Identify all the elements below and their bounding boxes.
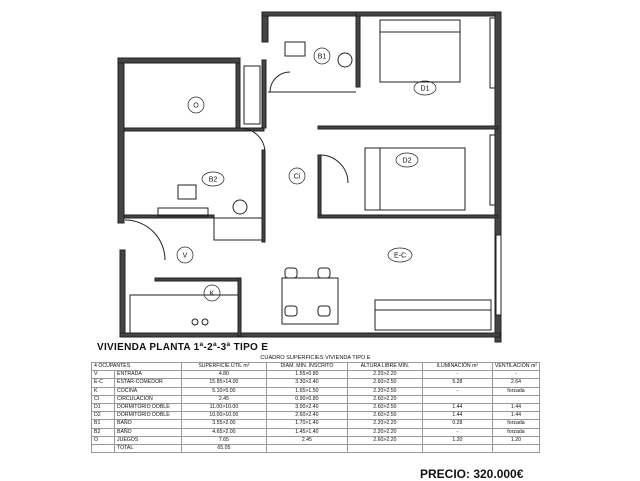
- cell-height: 2.20>2.20: [347, 420, 422, 428]
- cell-vent: -: [492, 371, 539, 379]
- cell-code: V: [92, 371, 115, 379]
- page-title: VIVIENDA PLANTA 1ª-2ª-3ª TIPO E: [97, 342, 269, 353]
- table-row: [92, 387, 540, 395]
- cell-area: 65.05: [181, 445, 266, 453]
- cell-light: -: [422, 428, 492, 436]
- cell-vent: 1.44: [492, 412, 539, 420]
- cell-diam: 1.65>1.50: [266, 387, 347, 395]
- header-diam: DIAM. MIN. INSCRITO: [266, 363, 347, 371]
- cell-diam: 1.70>1.40: [266, 420, 347, 428]
- cell-area: 5.10>5.00: [181, 387, 266, 395]
- cell-diam: 3.00>2.40: [266, 404, 347, 412]
- cell-vent: [492, 445, 539, 453]
- cell-vent: forzada: [492, 428, 539, 436]
- header-light: ILUMINACIÓN m²: [422, 363, 492, 371]
- cell-area: 2.45: [181, 395, 266, 403]
- table-row: [92, 428, 540, 436]
- cell-code: D2: [92, 412, 115, 420]
- cell-light: 0.28: [422, 420, 492, 428]
- cell-code: O: [92, 436, 115, 444]
- surface-table: [91, 362, 540, 453]
- cell-height: 2.60>2.20: [347, 395, 422, 403]
- cell-diam: 1.55>0.80: [266, 371, 347, 379]
- cell-vent: 1.20: [492, 436, 539, 444]
- room-label-v: V: [182, 252, 188, 260]
- table-row: [92, 404, 540, 412]
- cell-code: [92, 445, 115, 453]
- cell-light: 5.28: [422, 379, 492, 387]
- cell-code: E-C: [92, 379, 115, 387]
- cell-height: 2.20>2.20: [347, 371, 422, 379]
- cell-height: 2.60>2.50: [347, 412, 422, 420]
- cell-diam: 2.60>2.40: [266, 412, 347, 420]
- room-label-b1: B1: [317, 53, 327, 61]
- cell-diam: 3.30>2.40: [266, 379, 347, 387]
- cell-code: K: [92, 387, 115, 395]
- cell-code: B1: [92, 420, 115, 428]
- cell-name: DORMITORIO DOBLE: [115, 404, 182, 412]
- cell-vent: forzada: [492, 387, 539, 395]
- cell-name: JUEGOS: [115, 436, 182, 444]
- cell-light: 1.20: [422, 436, 492, 444]
- cell-height: [347, 445, 422, 453]
- price-label: PRECIO: 320.000€: [420, 467, 524, 481]
- cell-area: 15.85>14.00: [181, 379, 266, 387]
- cell-vent: 2.64: [492, 379, 539, 387]
- header-occupants: 4 OCUPANTES: [92, 363, 182, 371]
- table-row: [92, 412, 540, 420]
- cell-name: DORMITORIO DOBLE: [115, 412, 182, 420]
- cell-area: 4.80: [181, 371, 266, 379]
- table-row: [92, 395, 540, 403]
- cell-area: 11.00>10.00: [181, 404, 266, 412]
- table-row-total: [92, 445, 540, 453]
- cell-light: 1.44: [422, 412, 492, 420]
- cell-light: 1.44: [422, 404, 492, 412]
- cell-diam: 0.90>0.80: [266, 395, 347, 403]
- cell-height: 2.60>2.50: [347, 404, 422, 412]
- cell-height: 2.20>2.20: [347, 428, 422, 436]
- table-row: [92, 436, 540, 444]
- cell-name: ESTAR-COMEDOR: [115, 379, 182, 387]
- room-label-d2: D2: [402, 157, 412, 165]
- room-label-ci: Ci: [293, 173, 301, 181]
- cell-light: [422, 445, 492, 453]
- cell-name: BAÑO: [115, 420, 182, 428]
- cell-code: B2: [92, 428, 115, 436]
- header-height: ALTURA LIBRE MIN.: [347, 363, 422, 371]
- cell-name: ENTRADA: [115, 371, 182, 379]
- cell-light: -: [422, 387, 492, 395]
- cell-height: 2.20>2.50: [347, 387, 422, 395]
- cell-vent: [492, 395, 539, 403]
- cell-name: TOTAL: [115, 445, 182, 453]
- table-row: [92, 371, 540, 379]
- table-title: CUADRO SUPERFICIES VIVIENDA TIPO E: [260, 355, 371, 361]
- header-vent: VENTILACIÓN m²: [492, 363, 539, 371]
- cell-light: [422, 395, 492, 403]
- room-label-k: K: [209, 290, 215, 298]
- cell-height: 2.60>2.20: [347, 436, 422, 444]
- cell-vent: 1.44: [492, 404, 539, 412]
- cell-diam: 1.45>1.40: [266, 428, 347, 436]
- cell-area: 7.65: [181, 436, 266, 444]
- room-label-o: O: [193, 102, 199, 110]
- table-header-row: [92, 363, 540, 371]
- cell-name: COCINA: [115, 387, 182, 395]
- cell-diam: [266, 445, 347, 453]
- room-label-d1: D1: [420, 85, 430, 93]
- cell-height: 2.60>2.50: [347, 379, 422, 387]
- cell-name: BAÑO: [115, 428, 182, 436]
- cell-light: -: [422, 371, 492, 379]
- room-label-b2: B2: [208, 176, 218, 184]
- cell-area: 10.00>10.00: [181, 412, 266, 420]
- cell-code: D1: [92, 404, 115, 412]
- header-area: SUPERFICIE ÚTIL m²: [181, 363, 266, 371]
- cell-area: 4.65>2.00: [181, 428, 266, 436]
- cell-diam: 2.45: [266, 436, 347, 444]
- cell-name: CIRCULACION: [115, 395, 182, 403]
- cell-vent: forzada: [492, 420, 539, 428]
- cell-area: 3.55>2.00: [181, 420, 266, 428]
- table-row: [92, 420, 540, 428]
- room-label-ec: E-C: [393, 252, 407, 260]
- table-row: [92, 379, 540, 387]
- cell-code: CI: [92, 395, 115, 403]
